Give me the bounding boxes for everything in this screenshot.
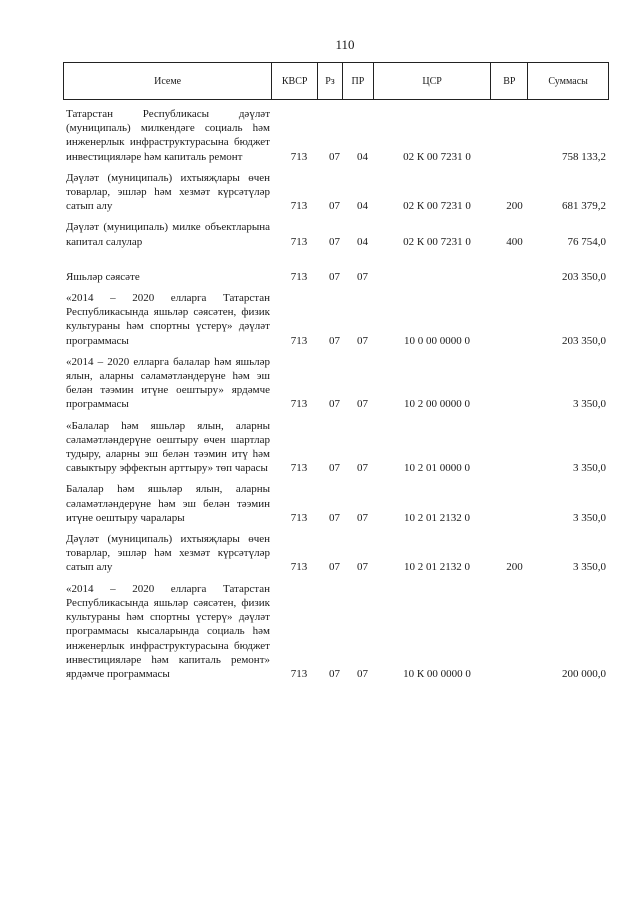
row-pr: 07 (357, 270, 368, 283)
table-row (66, 582, 606, 681)
row-pr: 07 (357, 667, 368, 680)
row-pr: 04 (357, 150, 368, 163)
row-pr: 07 (357, 462, 368, 475)
column-header-sum: Суммасы (548, 75, 588, 87)
row-kvsr: 713 (290, 511, 308, 524)
column-header-name: Исеме (64, 63, 272, 99)
row-sum: 3 350,0 (573, 398, 606, 411)
row-name: «2014 – 2020 елларга балалар һәм яшьләр ялын, аларны сәламәтләндерүне һәм эш белән тәэмин итүне оештыру» ярдәмче программасы (66, 355, 270, 411)
row-sum: 200 000,0 (562, 667, 606, 680)
row-rz: 07 (329, 200, 340, 213)
table-row (66, 482, 606, 525)
row-name: Дәүләт (муниципаль) ихтыяҗлары өчен товарлар, эшләр һәм хезмәт күрсәтүләр сатып алу (66, 533, 270, 574)
row-kvsr: 713 (290, 150, 308, 163)
row-name: Яшьләр сәясәте (66, 270, 140, 283)
row-sum: 758 133,2 (562, 150, 606, 163)
row-rz: 07 (329, 150, 340, 163)
row-vr: 200 (506, 200, 523, 213)
row-name: Татарстан Республикасы дәүләт (муниципаль) милкендәге социаль һәм инженерлык инфраструктурасына бюджет инвестицияләре һәм капиталь ремонт (66, 108, 270, 163)
row-rz: 07 (329, 270, 340, 283)
row-pr: 07 (357, 334, 368, 347)
row-name: Балалар һәм яшьләр ялын, аларны сәламәтләндерүне һәм эш белән тәэмин итүне оештыру чаралары (66, 483, 270, 524)
row-kvsr: 713 (290, 334, 308, 347)
row-rz: 07 (329, 511, 340, 524)
column-header-rz: Рз (318, 63, 343, 99)
row-pr: 04 (357, 235, 368, 248)
row-sum: 203 350,0 (562, 334, 606, 347)
row-pr: 04 (357, 200, 368, 213)
row-csr: 10 0 00 0000 0 (404, 334, 470, 347)
row-kvsr: 713 (290, 270, 308, 283)
row-rz: 07 (329, 667, 340, 680)
row-csr: 10 2 01 2132 0 (404, 511, 470, 524)
row-csr: 02 К 00 7231 0 (403, 235, 471, 248)
row-name: «2014 – 2020 елларга Татарстан Республикасында яшьләр сәясәтен, физик культураны һәм спортны үстерү» дәүләт программасы (66, 292, 270, 347)
row-kvsr: 713 (290, 462, 308, 475)
row-kvsr: 713 (290, 561, 308, 574)
page-number: 110 (335, 37, 355, 52)
row-kvsr: 713 (290, 200, 308, 213)
row-vr: 400 (506, 235, 523, 248)
row-rz: 07 (329, 334, 340, 347)
table-row (66, 270, 606, 284)
column-header-kvsr: КВСР (272, 63, 318, 99)
column-header-csr: ЦСР (374, 63, 492, 99)
row-spacer (66, 256, 606, 270)
row-csr: 10 2 01 0000 0 (404, 462, 470, 475)
row-kvsr: 713 (290, 667, 308, 680)
row-pr: 07 (357, 398, 368, 411)
row-pr: 07 (357, 511, 368, 524)
table-row (66, 107, 606, 164)
row-name: Дәүләт (муниципаль) ихтыяҗлары өчен товарлар, эшләр һәм хезмәт күрсәтүләр сатып алу (66, 171, 270, 213)
row-kvsr: 713 (290, 398, 308, 411)
column-header-pr: ПР (343, 63, 374, 99)
row-sum: 3 350,0 (573, 511, 606, 524)
row-rz: 07 (329, 235, 340, 248)
table-header (63, 62, 609, 100)
row-csr: 10 2 00 0000 0 (404, 398, 470, 411)
table-row (66, 171, 606, 214)
table-row (66, 291, 606, 348)
table-row (66, 355, 606, 412)
row-csr: 10 К 00 0000 0 (403, 667, 471, 680)
row-pr: 07 (357, 561, 368, 574)
row-name: «2014 – 2020 елларга Татарстан Республикасында яшьләр сәясәтен, физик культураны һәм спортны үстерү» дәүләт программасы кысаларында социаль һәм инженерлык инфраструктурасына бюджет инвестицияләре һәм капиталь ремонт» ярдәмче программасы (66, 582, 270, 680)
column-header-vr: ВР (491, 63, 528, 99)
row-rz: 07 (329, 462, 340, 475)
row-sum: 3 350,0 (573, 561, 606, 574)
row-csr: 10 2 01 2132 0 (404, 561, 470, 574)
row-sum: 76 754,0 (567, 235, 606, 248)
row-name: Дәүләт (муниципаль) милке объектларына капитал салулар (66, 221, 270, 248)
row-name: «Балалар һәм яшьләр ялын, аларны сәламәтләндерүне оештыру өчен шартлар тудыру, аларны эш белән тәэмин итү һәм савыктыру эффектын арттыру» төп чарасы (66, 419, 270, 475)
table-row (66, 220, 606, 248)
row-sum: 3 350,0 (573, 462, 606, 475)
table-row (66, 419, 606, 476)
table-row (66, 532, 606, 575)
row-sum: 681 379,2 (562, 200, 606, 213)
row-sum: 203 350,0 (562, 270, 606, 283)
row-csr: 02 К 00 7231 0 (403, 150, 471, 163)
row-csr: 02 К 00 7231 0 (403, 200, 471, 213)
row-kvsr: 713 (290, 235, 308, 248)
table-body (66, 107, 606, 688)
row-rz: 07 (329, 561, 340, 574)
row-vr: 200 (506, 561, 523, 574)
row-rz: 07 (329, 398, 340, 411)
